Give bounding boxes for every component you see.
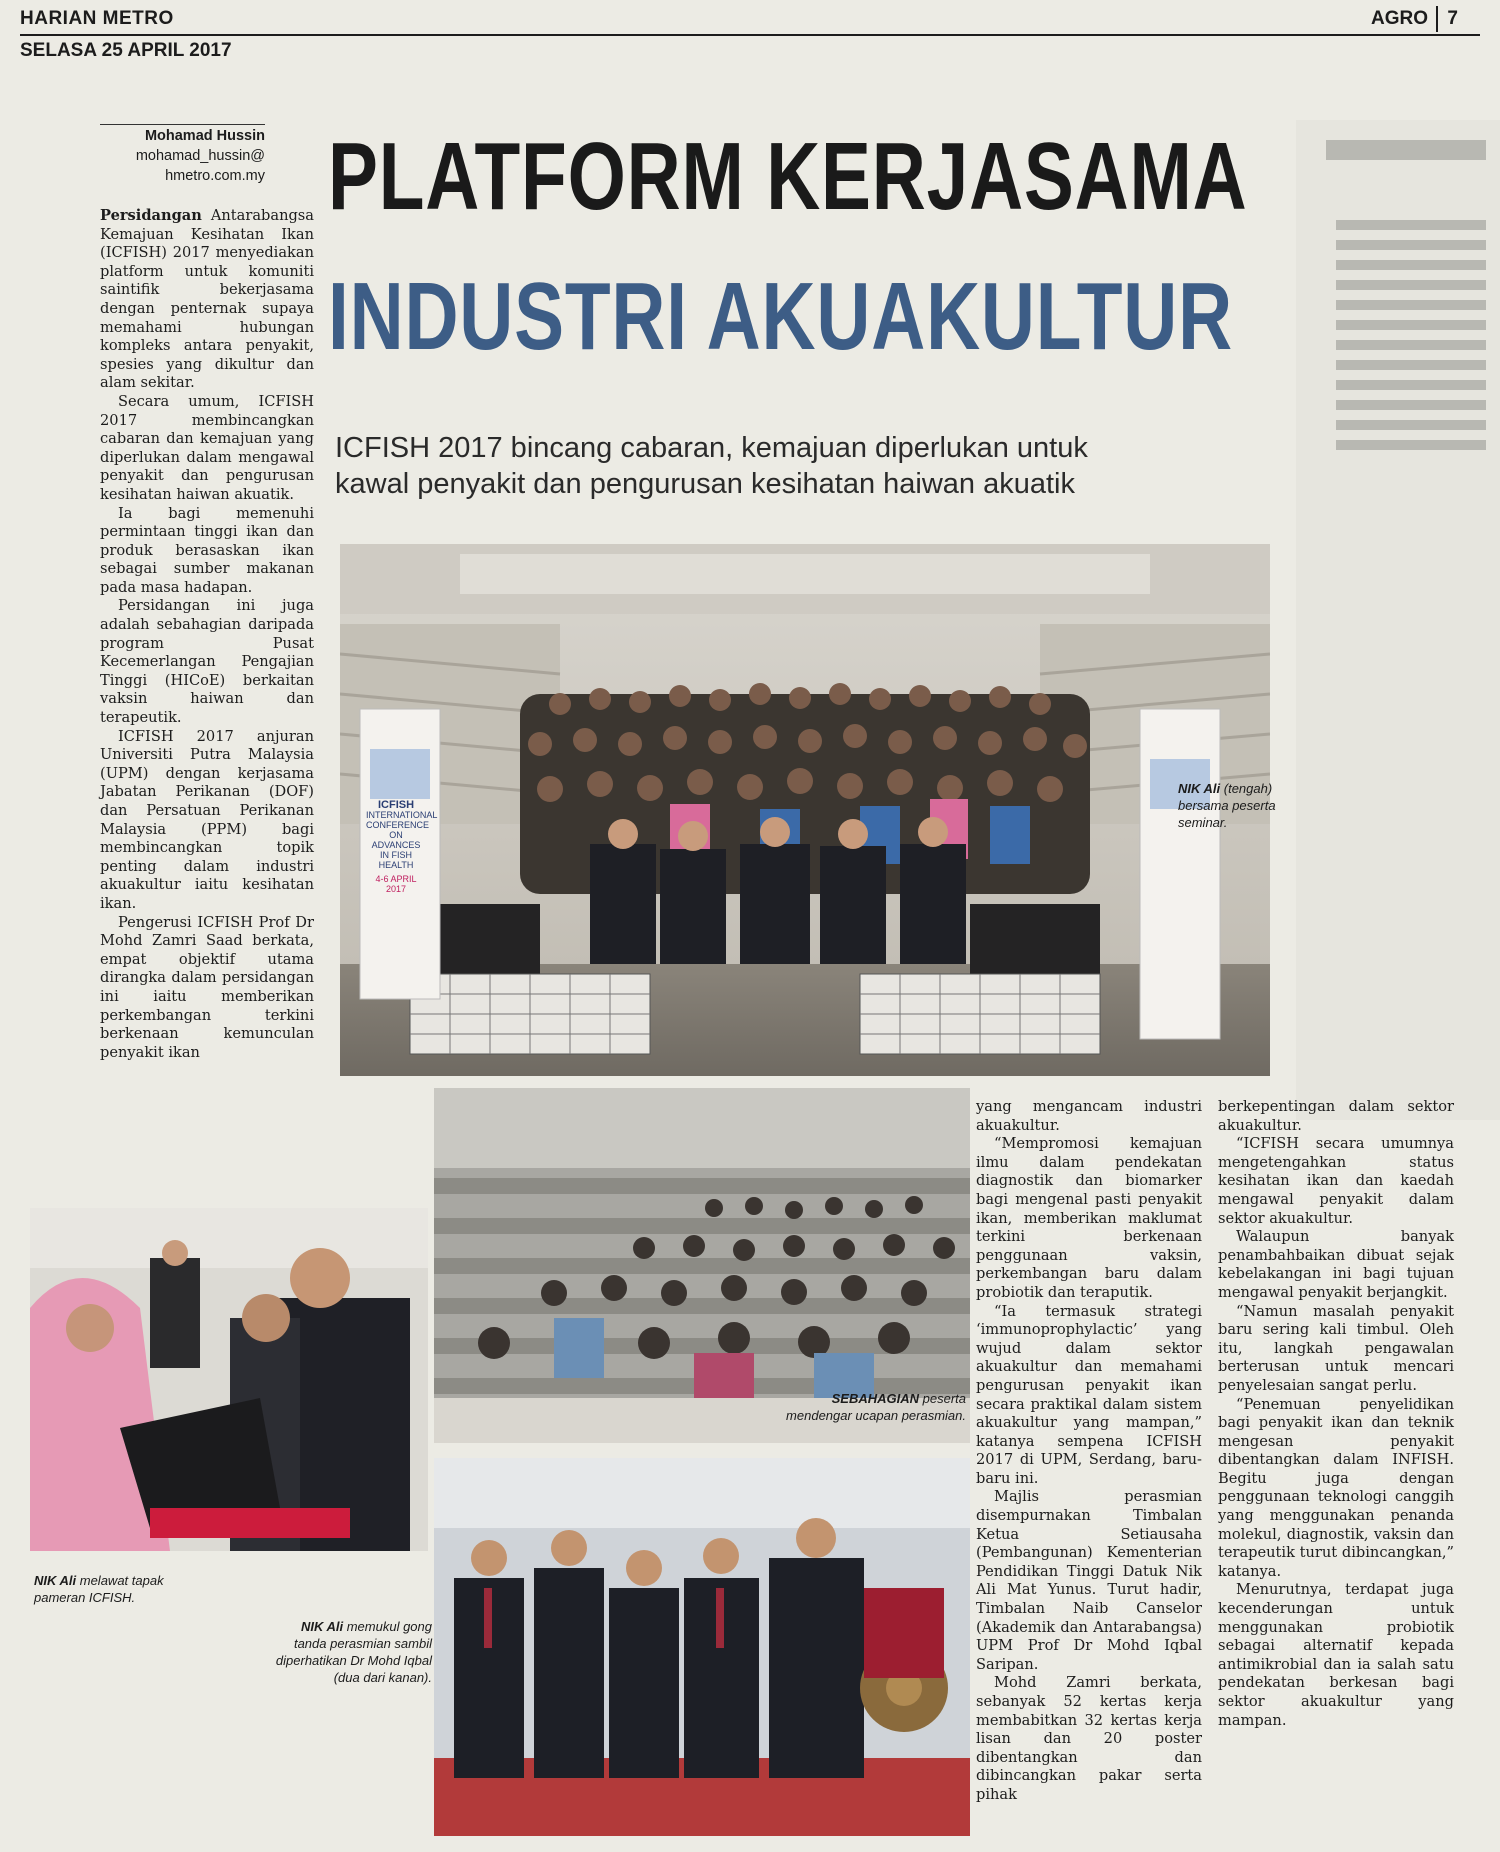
article-paragraph: Mohd Zamri berkata, sebanyak 52 kertas kerja membabitkan 32 kertas kerja lisan dan 20 poster dibentangkan dan dibincangkan pakar serta pihak <box>976 1674 1202 1803</box>
article-paragraph: Persidangan ini juga adalah sebahagian daripada program Pusat Kecemerlangan Pengajian Tinggi (HICoE) berkaitan vaksin haiwan dan terapeutik. <box>100 597 314 727</box>
masthead: HARIAN METRO <box>20 8 174 29</box>
dateline: SELASA 25 APRIL 2017 <box>20 40 232 61</box>
banner-subtitle: INTERNATIONAL <box>366 810 438 820</box>
article-paragraph: “Penemuan penyelidikan bagi penyakit ikan dan teknik mengesan penyakit dibentangkan dalam INFISH. Begitu juga dengan penggunaan teknologi canggih yang menggunakan penanda molekul, diagnostik, vaksin dan terapeutik turut dibincangkan,” katanya. <box>1218 1395 1454 1580</box>
article-column-2 <box>976 1098 1202 1805</box>
byline <box>100 126 265 186</box>
article-paragraph: “ICFISH secara umumnya mengetengahkan status kesihatan ikan dan kaedah mengawal penyakit dalam sektor akuakultur. <box>1218 1135 1454 1227</box>
article-paragraph: “Namun masalah penyakit baru sering kali timbul. Oleh itu, langkah pengawalan berterusan untuk mencari penyelesaian sangat perlu. <box>1218 1302 1454 1394</box>
gong-photo <box>434 1458 970 1836</box>
banner-date: 4-6 APRIL 2017 <box>375 874 417 894</box>
article-paragraph: ICFISH 2017 anjuran Universiti Putra Malaysia (UPM) dengan kerjasama Jabatan Perikanan (DOF) dan Persatuan Perikanan Malaysia (PPM) bagi membincangkan topik penting dalam industri akuakultur iaitu kesihatan ikan. <box>100 727 314 912</box>
banner-subtitle: CONFERENCE <box>366 820 430 830</box>
article-paragraph: Menurutnya, terdapat juga kecenderungan untuk menggunakan probiotik sebagai alternatif kepada antimikrobial dan ia salah satu pendekatan berkesan bagi sektor akuakultur yang mampan. <box>1218 1581 1454 1729</box>
booth-photo-caption: NIK Ali melawat tapak pameran ICFISH. <box>34 1573 164 1605</box>
article-paragraph: Pengerusi ICFISH Prof Dr Mohd Zamri Saad berkata, empat objektif utama dirangka dalam persidangan ini iaitu memberikan perkembangan terkini berkenaan kemunculan penyakit ikan <box>100 913 314 1061</box>
banner-subtitle: IN FISH HEALTH <box>378 850 414 870</box>
banner-left-text <box>366 799 438 894</box>
article-paragraph: Majlis perasmian disempurnakan Timbalan Ketua Setiausaha (Pembangunan) Kementerian Pendidikan Tinggi Datuk Nik Ali Mat Yunus. Turut hadir, Timbalan Naib Canselor (Akademik dan Antarabangsa) UPM Prof Dr Mohd Iqbal Saripan. <box>976 1488 1202 1673</box>
article-paragraph: Persidangan Antarabangsa Kemajuan Kesihatan Ikan (ICFISH) 2017 menyediakan platform untuk komuniti saintifik bekerjasama dengan penternak supaya memahami hubungan kompleks antara penyakit, spesies yang dikultur dan alam sekitar. <box>100 207 314 392</box>
author-email-2: hmetro.com.my <box>165 168 265 184</box>
article-paragraph: berkepentingan dalam sektor akuakultur. <box>1218 1098 1454 1134</box>
header-rule <box>20 34 1480 36</box>
article-paragraph: “Ia termasuk strategi ‘immunoprophylactic’ yang wujud dalam sektor akuakultur dan memahami pengurusan penyakit ikan secara praktikal dalam sistem akuakultur yang mampan,” katanya sempena ICFISH 2017 di UPM, Serdang, baru-baru ini. <box>976 1302 1202 1487</box>
article-column-1 <box>100 207 314 1062</box>
author-name: Mohamad Hussin <box>144 128 265 144</box>
section-name: AGRO <box>1371 8 1428 29</box>
adjacent-page-bleed <box>1296 120 1500 1120</box>
main-photo-caption: NIK Ali (tengah) bersama peserta seminar. <box>1178 781 1276 830</box>
gong-photo-caption: NIK Ali memukul gong tanda perasmian sambil diperhatikan Dr Mohd Iqbal (dua dari kanan). <box>275 1619 432 1685</box>
audience-photo-caption: SEBAHAGIAN peserta mendengar ucapan perasmian. <box>786 1391 966 1423</box>
banner-subtitle: ON ADVANCES <box>371 830 421 850</box>
article-paragraph: “Mempromosi kemajuan ilmu dalam pendekatan diagnostik dan biomarker bagi mengenal pasti penyakit ikan, memberikan maklumat terkini berkenaan penggunaan vaksin, perkembangan baru dalam probiotik dan teraputik. <box>976 1135 1202 1301</box>
main-group-photo <box>340 544 1270 1076</box>
article-column-3 <box>1218 1098 1454 1730</box>
headline-line-1: PLATFORM KERJASAMA <box>328 123 1248 230</box>
banner-title: ICFISH <box>377 799 415 811</box>
page-number: 7 <box>1447 8 1458 29</box>
deck-line-2: kawal penyakit dan pengurusan kesihatan haiwan akuatik <box>335 468 1075 500</box>
byline-rule <box>100 124 265 125</box>
headline-line-2: INDUSTRI AKUAKULTUR <box>328 263 1233 370</box>
booth-photo <box>30 1208 428 1551</box>
author-email-1: mohamad_hussin@ <box>135 148 265 164</box>
article-paragraph: Walaupun banyak penambahbaikan dibuat sejak kebelakangan ini bagi tujuan mengawal penyakit berjangkit. <box>1218 1228 1454 1301</box>
deck-line-1: ICFISH 2017 bincang cabaran, kemajuan diperlukan untuk <box>335 432 1088 464</box>
article-paragraph: yang mengancam industri akuakultur. <box>976 1098 1202 1134</box>
deck <box>335 430 1295 502</box>
lead-word: Persidangan <box>100 207 202 224</box>
article-paragraph: Ia bagi memenuhi permintaan tinggi ikan dan produk berasaskan ikan sebagai sumber makanan pada masa hadapan. <box>100 504 314 596</box>
article-paragraph: Secara umum, ICFISH 2017 membincangkan cabaran dan kemajuan yang diperlukan dalam mengawal penyakit dan pengurusan kesihatan haiwan akuatik. <box>100 392 314 503</box>
header-separator <box>1436 6 1438 32</box>
